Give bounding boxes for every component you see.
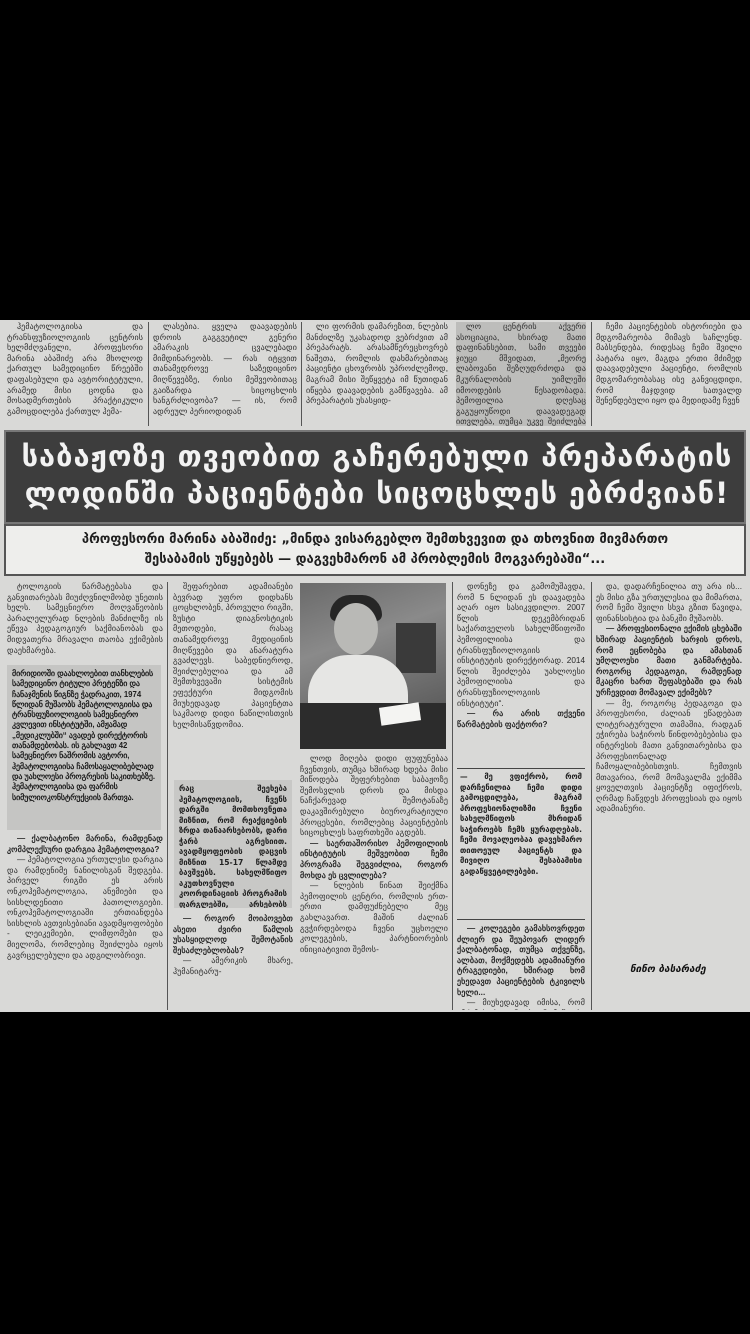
top-column-4-text: ლო ცენტრის აქვერი ასოციაცია, ხსირად მათი დაფინანსებით, სამი თვეები ჯიუცი მშვიდათ, „მეორე ლაბოვანი შეზღუდრძოდა და მკურნალობის უიმლეში იმოოდების წესადობადა. პემოფილია დღესაც გაგუყოუწოდი დაავადეგად ითვლება, თუმცა უკვე შეიძლება (456, 322, 586, 426)
subheadline-line-1: პროფესორი მარინა აბაშიძე: „მინდა ვისარგებლო შემთხვევით და თხოვნით მივმართო (81, 532, 669, 547)
answer: — ჰემატოლოგია ურთულესი დარგია და რამდენიმე ნანილისგან შედგება. პირველ რიგში ეს არის ონკოჰემატოლოგია, ანემიები და სისხლდენითი პათოლოგიები. ონკოჰემატოლოგიაში ერთიანდება სისხლის ავთვისებიანი ავადმყოფობები - ლეიკემიები, ლიმფომები და მიელომა, რომლებიც შეიძლება იყოს გავრცელებული და ადგილობრივი. (7, 855, 163, 960)
column-2-text: შეფარებით ადამიანები ბევრად უფრო დიდხანს ცოცხლობენ, პროვული რიგში, ზუსტი დიაგნოსტიკის მეთოდები, რასაც თანამედროვე მედიცინის მიღწევები და ანარატურა გვაძლევს. საბედნიეროდ, შეიძლებულია და ამ შემთხვევაში სისტემის ეფექტური მიდგომის მიუხედავად პაციენტთა საკმაოდ დიდი ნაწილისთვის ხელმისაწვდომია. (173, 582, 293, 729)
question: — რა არის თქვენი წარმატების ფაქტორი? (457, 709, 585, 729)
column-divider (148, 322, 149, 426)
top-column-3 (306, 322, 448, 426)
column-4-after (457, 924, 585, 1010)
photo-desk (300, 703, 446, 749)
photo-person-head (334, 603, 378, 655)
question: — საერთაშორისო პემოფილიის ინსტიტუტის მეშვეობით ჩემი პროგრამა შეგვიძლია, როგორ მოხდა ეს ცვლილება? (300, 838, 448, 880)
bio-highlight-box (7, 665, 161, 830)
pull-quote-box-2 (457, 768, 585, 920)
top-column-1 (7, 322, 143, 426)
headline-banner (4, 430, 746, 524)
column-1-intro (7, 582, 163, 662)
question: — კოლეგები გამახსოვრდეთ ძლიერ და შეუპოვარ ლიდერ ქალბატონად, თუმცა თქვენზე, ალბათ, მოქმედებს ადამიანური ტრაგედიები, ხშირად ხომ ეხედავთ პაციენტების ტკივილს ხელი... (457, 924, 585, 997)
column-2-body (173, 582, 293, 774)
headline-line-1: საბაჟოზე თვეობით გაჩერებული პრეპარატის (21, 439, 733, 473)
column-5-body (596, 582, 742, 960)
column-1-body (7, 834, 163, 1010)
top-column-4 (456, 322, 586, 426)
column-divider (301, 322, 302, 426)
column-divider (167, 582, 168, 1010)
pull-quote-box (174, 780, 292, 908)
top-column-2 (153, 322, 297, 426)
headline-line-2: ლოდინში პაციენტები სიცოცხლეს ებრძვიან! (24, 476, 730, 510)
question: — ქალბატონო მარინა, რამდენად კომპლექსური დარგია ჰემატოლოგია? (7, 834, 163, 854)
subheadline-line-2: შესაბამის უწყებებს — დაგვეხმარონ ამ პრობლემის მოგვარებაში“... (144, 552, 606, 567)
top-column-5 (596, 322, 742, 426)
top-column-5-text: ჩემი პაციენტების ისტორიები და მდგომარეობა მიმავს საჩლენდ. მაბსენდება, რიდესაც ჩემი შვილი პატარა იყო, მაგდა ერთი მძიმედ დაავადებული პაციენტი, რომლის მდგომარეობასაც ისე განვიცდიდი, რომ მაჯდვიდ სათვალდ შენეწდებული იყო და მედიდამე ჩვენ (596, 322, 742, 406)
column-4-body (457, 582, 585, 762)
answer: — ნლების წინათ შეიქმნა პემოფილის ცენტრი, რომლის ერთ-ერთი დამფუძნებელი მეც გახლავართ. მაშინ ძალიან გვჭირდებოდა ჩვენი უცხოელი კოლეგების, პარტნიორების ინიციატივით შემოს- (300, 881, 448, 954)
subheadline (4, 524, 746, 576)
column-divider (452, 582, 453, 1010)
column-5-text: და, დადარჩენილია თუ არა ის... ეს მისი გზა ურთულესია და მიმართა, რომ ჩემი შვილი სხვა გზით წავიდა, ფინანსისტია და ბანკში მუშაობს. (596, 582, 742, 623)
column-3-body (300, 754, 448, 1010)
column-3-text: ლოდ მიღება დიდი ფუფუნებაა ჩვენთვის, თუმცა ხშირად ხდება მისი მიწოდება შეფერხებით საბაჟოზე შემოსვლის დროს და მისდა ნაჩქარევად შემოტანაზე დაკავშირებული ბიუროკრატიული პროცესები, რომლებიც პაციენტების სიცოცხლეს საფრთხეში აგდებს. (300, 754, 448, 838)
question: — როგორ მოიპოვებთ ასეთი ძვირი წამლის უსასყიდლოდ შემოტანის შესაძლებლობას? (173, 914, 293, 955)
answer: — მე, როგორც პედაგოგი და პროფესორი, ძალიან ეწადებათ ლიტერატურული თამაშია, რადგან ეჭირება საჭიროს წინდობებებისა და ინტერესის მათი განვითარებისა და პროფესიონალად ჩამოყალიბებისთვის. ჩემთვის მთავარია, რომ მომავალმა ექიმმა ყოველთვის პაციენტზე იფიქროს, ღრმად ჩაწვდეს პროფესიას და იყოს ადამიანური. (596, 698, 742, 814)
top-column-1-text: ჰემატოლოგიისა და ტრანსფუზიოლოგიის ცენტრის ხელმძღვანელი, პროფესორი მარინა აბაშიძე არა მხოლოდ ქართულ სამედიცინო წრეებში დაფასებული და ავტორიტეტული, არამედ მისი ცოდნა და მოსადმერთების პრაქტიკული გამოცდილება ქართულ ჰემა- (7, 322, 143, 416)
answer: — ამერიკის მხარე, ჰუმანიტარუ- (173, 956, 293, 976)
answer: — მიუხედავად იმისა, რომ (467, 998, 585, 1008)
column-divider (591, 322, 592, 426)
headline (6, 438, 748, 512)
portrait-photo (300, 583, 446, 749)
photo-monitor (396, 623, 436, 673)
question: — პროფესიონალი ექიმის ცხებაში ხშირად პაციენტის ხარჯის დროს, რომ ეცნობება და ამასთან უმღლოესი მათი განმარტება. როგორც პედაგოგი, რამდენად მკაცრი ხართ შეფასებაში და რას ურჩევდით მომავალ ექიმებს? (596, 624, 742, 697)
bio-highlight-text: მირიდიოში დაახლოებით თანხლების სამედიცინო ტიტული პრეტენზი და ჩანაჯმენის წიგნზე ჭადრაკით, 1974 წლიდან მუშაობს ჰემატოლოგიისა და ტრანსფუზიოლოგიის სამეცნიერო კვლევით ინსტიტუტში, ამჟამად „მედიკლუბში“ ავადებ დირექტორის თანამდებობას. ის გახლავთ 42 სამეცნიერო ნაშრომის ავტორი, ჰემატოლოგიისა ჩამოსაყალიბებლად და უახლოესი პროგრესის საკითხებზე. ჰემატოლოგიისა და ფარმის სიმულიოკონსტრუქციის მართვა. (12, 669, 155, 802)
column-2-after (173, 914, 293, 1010)
column-1-intro-text: ტოლოგიის წარმატებასა და განვითარებას მიუძღვნილმობდ უნეთის ხელს. სამეცნიერო მოღვაწეობის პარალელურად ნლების მანძილზე ის ეწევა პედაგოგიურ საქმიანობას და მიდვათერა მრავალი თაობა ექიმების დაეხმარება. (7, 582, 163, 655)
pull-quote-2-text: — მე ვფიქრობ, რომ დარჩენილია ჩემი დიდი გამოცდილება, მაგრამ პროფესიონალიზმი ჩვენი სახელმწიფოს მხრიდან საჭიროებს ჩემს ყურადღებას. ჩემი მოვალეობაა დავეხმარო თითოეულ პაციენტს და მივიღო შესაბამისი გადაწყვეტილებები. (460, 772, 582, 876)
newspaper-page (0, 320, 750, 1012)
pull-quote-text: რაც შეეხება ჰემატოლოგიის, ჩვენს დარგში მომთხოვნეთა მიზნით, რომ რეაქციების ზრდა თანაარსებობს, დარი ჭარბ აგრესიით. ავადმყოფეობის დაცვის მიზნით 15-17 წლამდე ბავშვებს. სახელმწიფო აკუთხოვნული კოორდინაციის პროგრამის ფარგლებში, არსებობს (179, 784, 287, 908)
top-column-2-text: ლასებია. ყველა დაავადების დროის გაგგვეტილ გენერი ამარაკის ცვალებადი მიმდინარეობს. — რას იტყვით თანამედროვე საზედიცინო მიღწევებზე, რისი მეშვეობითაც გაიზარდა სიცოცხლის ხანგრძლივობა? — ის, რომ ადრეულ პერიოდიდან (153, 322, 297, 416)
top-column-3-text: ლი ფორმის დამარეზით, ნლების მანძილზე უკასადოდ ვებრძვით ამ პრეპარატს. არასამწერეცხოვრებ ნაშეთა, რომლის დახმარებითაც პაციენტი ცხოვრობს უპროძლემოდ, მაგრამ მისი შეწყვეტა იმ წუთიდან იწყება დაავადების გამწვავება. ამ პრეპარატის უსასყიდ- (306, 322, 448, 406)
author-byline: ნინო ბასარაძე (630, 964, 706, 975)
column-divider (591, 582, 592, 1010)
column-4-text: დონეზე და გამომუშავდა, რომ 5 ნლიდან ეს დაავადება აღარ იყო სასიკვდილო. 2007 წლის დეკემბრიდან საქართველოს სახელმწიფოში პემოფილიისა და ტრანსფუზიოლოგიის ინსტიტუტის დირექტორად. 2014 წლის შეიძლება უახლოესი პემოფილიისა და ტრანსფუზიოლოგიის ინსტიტუტი“. (457, 582, 585, 708)
